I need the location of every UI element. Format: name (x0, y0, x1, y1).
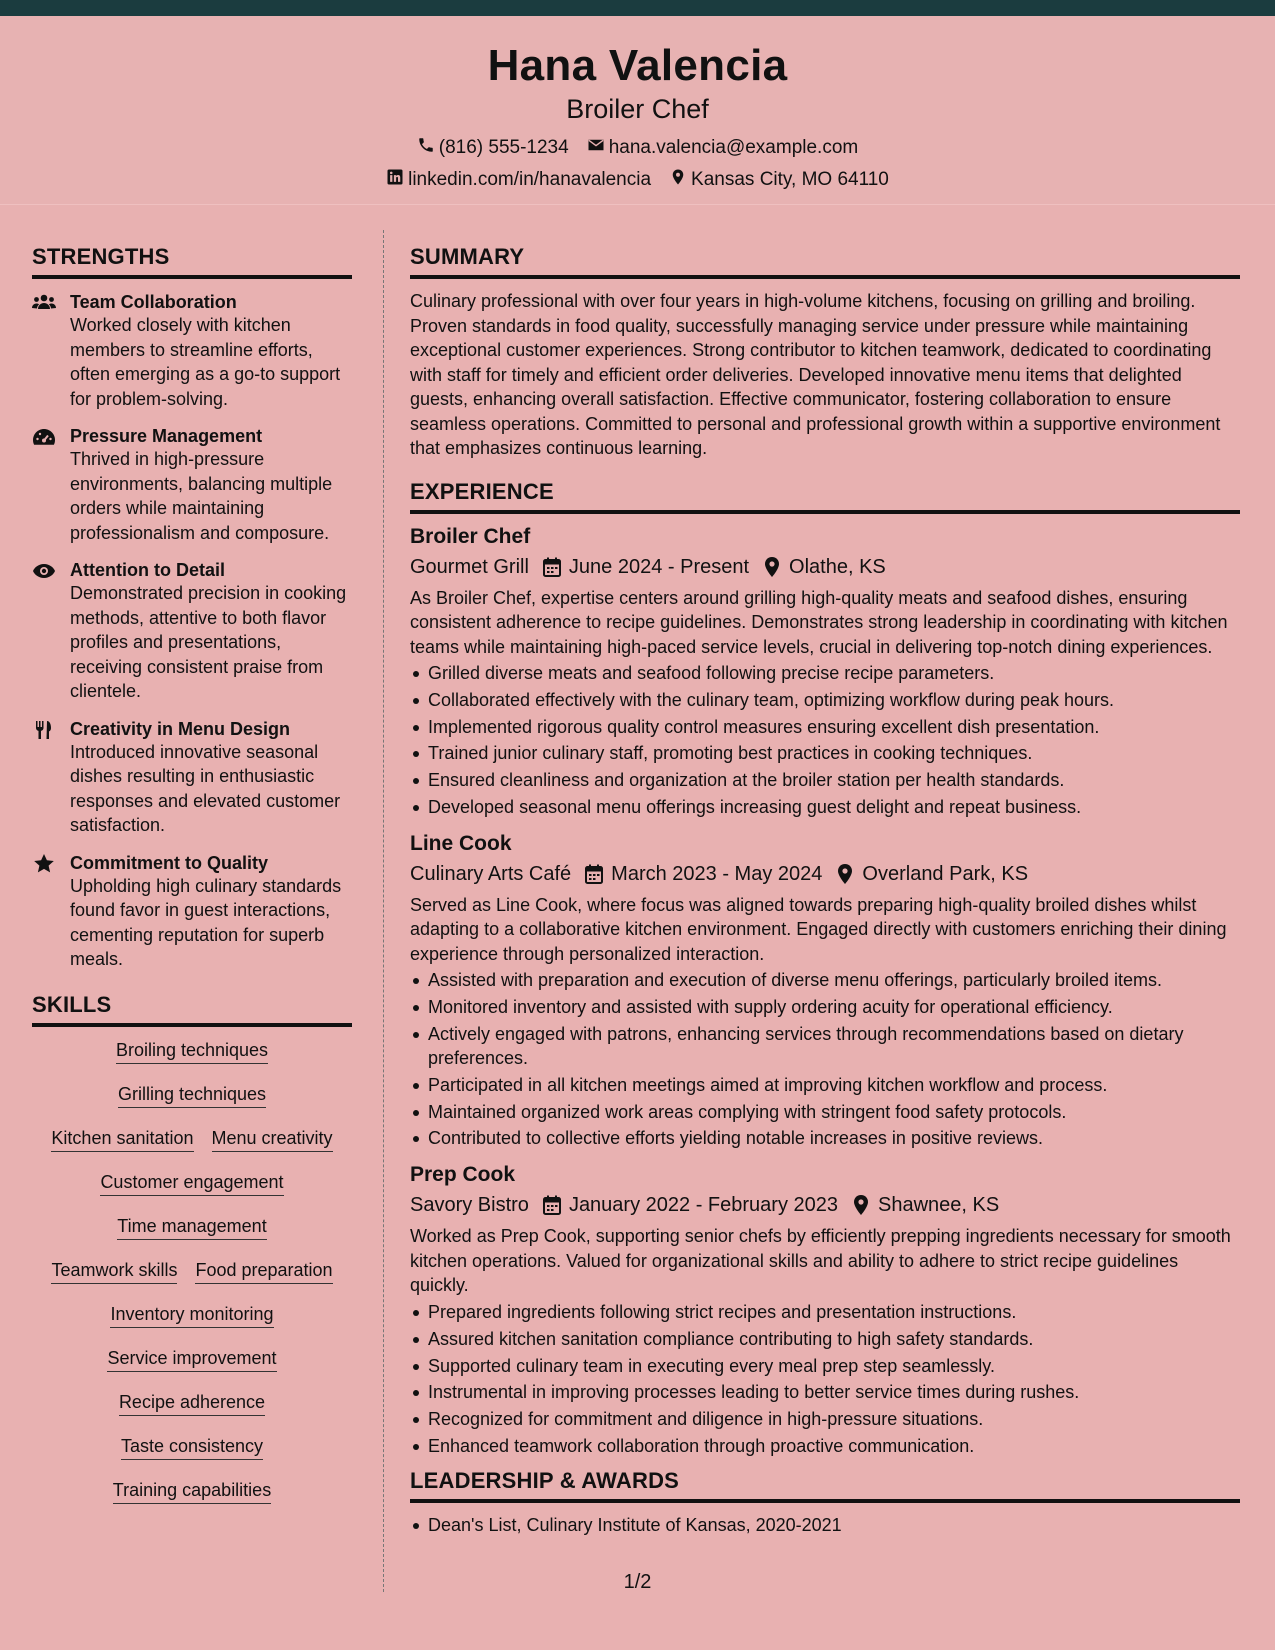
contact-row-2 (0, 168, 1275, 190)
contact-phone: (816) 555-1234 (417, 136, 569, 158)
strength-description: Worked closely with kitchen members to streamline efforts, often emerging as a go-to support for problem-solving. (70, 315, 341, 409)
strengths-heading: STRENGTHS (32, 246, 352, 279)
job-location: Shawnee, KS (878, 1194, 1000, 1217)
eye-icon (32, 561, 56, 581)
summary-heading: SUMMARY (410, 246, 1240, 279)
phone-icon (417, 136, 439, 158)
map-pin-icon (763, 557, 781, 577)
strength-item (32, 852, 352, 972)
skill-row (32, 1215, 352, 1240)
skill-tag: Kitchen sanitation (51, 1127, 193, 1152)
strength-title: Commitment to Quality (70, 852, 269, 873)
list-item: Ensured cleanliness and organization at the broiler station per health standards. (410, 768, 1240, 792)
job-company: Gourmet Grill (410, 555, 529, 578)
skill-tag: Broiling techniques (116, 1039, 268, 1064)
skill-row (32, 1127, 352, 1152)
summary-text: Culinary professional with over four years in high-volume kitchens, focusing on grilling and broiling. Proven standards in food quality, successfully managing service under pressure while maintaining exceptional customer experiences. Strong contributor to kitchen teamwork, dedicated to coordinating with staff for timely and efficient order deliveries. Developed innovative menu items that delighted guests, enhancing overall satisfaction. Effective communicator, fostering collaboration to ensure seamless operations. Committed to personal and professional growth within a supportive environment that emphasizes continuous learning. (410, 291, 1221, 458)
job-location: Overland Park, KS (862, 862, 1029, 885)
skill-row (32, 1039, 352, 1064)
strength-title: Creativity in Menu Design (70, 718, 291, 739)
job-entry (410, 831, 1240, 1150)
strength-description: Thrived in high-pressure environments, balancing multiple orders while maintaining professionalism and composure. (70, 449, 333, 543)
column-divider (383, 230, 384, 1592)
skill-row (32, 1391, 352, 1416)
list-item: Assisted with preparation and execution of diverse menu offerings, particularly broiled items. (410, 968, 1240, 992)
job-description: As Broiler Chef, expertise centers around grilling high-quality meats and seafood dishes, ensuring consistent adherence to recipe guidelines. Demonstrates strong leadership in coordinating with kitchen teams while maintaining high-paced service levels, crucial in delivering top-notch dining experiences. (410, 587, 1228, 657)
job-title: Line Cook (410, 831, 512, 855)
list-item: Actively engaged with patrons, enhancing services through recommendations based on dietary preferences. (410, 1022, 1240, 1070)
experience-heading: EXPERIENCE (410, 481, 1240, 514)
resume-header (0, 16, 1275, 205)
skill-tag: Taste consistency (121, 1435, 263, 1460)
job-bullets (410, 968, 1240, 1150)
contact-linkedin[interactable]: linkedin.com/in/hanavalencia (386, 168, 651, 190)
page-number: 1/2 (623, 1571, 652, 1593)
skill-tag: Food preparation (195, 1259, 332, 1284)
skill-tag: Grilling techniques (118, 1083, 266, 1108)
candidate-title: Broiler Chef (566, 94, 709, 124)
strength-description: Upholding high culinary standards found favor in guest interactions, cementing reputation for superb meals. (70, 875, 342, 969)
skill-tag: Service improvement (107, 1347, 276, 1372)
skill-row (32, 1303, 352, 1328)
skill-row (32, 1347, 352, 1372)
skill-row (32, 1171, 352, 1196)
list-item: Grilled diverse meats and seafood following precise recipe parameters. (410, 661, 1240, 685)
job-meta (410, 1192, 1240, 1218)
calendar-icon (585, 864, 603, 884)
awards-list (410, 1513, 1240, 1537)
job-meta (410, 554, 1240, 580)
list-item: Participated in all kitchen meetings aimed at improving kitchen workflow and process. (410, 1073, 1240, 1097)
calendar-icon (543, 557, 561, 577)
strength-item (32, 718, 352, 838)
contact-row-1 (0, 136, 1275, 158)
job-dates: March 2023 - May 2024 (611, 862, 823, 885)
job-title: Prep Cook (410, 1163, 516, 1187)
gauge-icon (32, 427, 56, 447)
skill-tag: Inventory monitoring (110, 1303, 273, 1328)
list-item: Dean's List, Culinary Institute of Kansas, 2020-2021 (410, 1513, 1240, 1537)
map-pin-icon (836, 864, 854, 884)
list-item: Implemented rigorous quality control measures ensuring excellent dish presentation. (410, 715, 1240, 739)
strength-title: Attention to Detail (70, 560, 225, 580)
skill-row (32, 1435, 352, 1460)
skill-row (32, 1479, 352, 1504)
skills-heading: SKILLS (32, 994, 352, 1027)
job-meta (410, 861, 1240, 887)
strength-item (32, 559, 352, 704)
list-item: Assured kitchen sanitation compliance contributing to high safety standards. (410, 1327, 1240, 1351)
job-title: Broiler Chef (410, 524, 531, 548)
job-company: Culinary Arts Café (410, 862, 572, 885)
linkedin-icon (386, 168, 408, 190)
envelope-icon (587, 136, 609, 158)
left-column (32, 246, 352, 1523)
strength-item (32, 425, 352, 545)
skill-tag: Menu creativity (212, 1127, 333, 1152)
list-item: Recognized for commitment and diligence in high-pressure situations. (410, 1407, 1240, 1431)
strength-title: Team Collaboration (70, 292, 237, 312)
skill-tag: Recipe adherence (119, 1391, 265, 1416)
list-item: Supported culinary team in executing every meal prep step seamlessly. (410, 1354, 1240, 1378)
job-entry (410, 524, 1240, 819)
job-company: Savory Bistro (410, 1194, 529, 1217)
candidate-name: Hana Valencia (487, 41, 788, 90)
skills-list (32, 1039, 352, 1504)
list-item: Collaborated effectively with the culinary team, optimizing workflow during peak hours. (410, 688, 1240, 712)
users-icon (32, 293, 56, 313)
skill-tag: Teamwork skills (51, 1259, 177, 1284)
strength-description: Demonstrated precision in cooking methods, attentive to both flavor profiles and presentations, receiving consistent praise from clientele. (70, 583, 347, 701)
star-icon (32, 854, 56, 874)
strength-description: Introduced innovative seasonal dishes resulting in enthusiastic responses and elevated customer satisfaction. (70, 741, 341, 835)
list-item: Developed seasonal menu offerings increasing guest delight and repeat business. (410, 795, 1240, 819)
job-bullets (410, 1300, 1240, 1458)
contact-location: Kansas City, MO 64110 (669, 168, 889, 190)
contact-email[interactable]: hana.valencia@example.com (587, 136, 859, 158)
list-item: Trained junior culinary staff, promoting best practices in cooking techniques. (410, 741, 1240, 765)
skill-tag: Time management (117, 1215, 266, 1240)
job-bullets (410, 661, 1240, 819)
map-pin-icon (669, 168, 691, 190)
right-column (410, 246, 1240, 1540)
job-dates: January 2022 - February 2023 (568, 1194, 838, 1217)
strength-title: Pressure Management (70, 426, 263, 446)
awards-heading: LEADERSHIP & AWARDS (410, 1470, 1240, 1503)
list-item: Monitored inventory and assisted with supply ordering acuity for operational efficiency. (410, 995, 1240, 1019)
list-item: Contributed to collective efforts yielding notable increases in positive reviews. (410, 1126, 1240, 1150)
strength-item (32, 291, 352, 411)
skill-tag: Training capabilities (113, 1479, 271, 1504)
list-item: Maintained organized work areas complying with stringent food safety protocols. (410, 1100, 1240, 1124)
utensils-icon (32, 720, 56, 740)
top-accent-bar (0, 0, 1275, 16)
list-item: Prepared ingredients following strict recipes and presentation instructions. (410, 1300, 1240, 1324)
skill-tag: Customer engagement (100, 1171, 283, 1196)
job-description: Served as Line Cook, where focus was aligned towards preparing high-quality broiled dishes whilst adapting to a collaborative kitchen environment. Engaged directly with customers enriching their dining experience through personalized interaction. (410, 894, 1227, 964)
job-description: Worked as Prep Cook, supporting senior chefs by efficiently prepping ingredients necessary for smooth kitchen operations. Valued for organizational skills and ability to adhere to strict recipe guidelines quickly. (410, 1226, 1231, 1296)
job-entry (410, 1162, 1240, 1457)
calendar-icon (543, 1195, 561, 1215)
skill-row (32, 1259, 352, 1284)
list-item: Instrumental in improving processes leading to better service times during rushes. (410, 1380, 1240, 1404)
map-pin-icon (852, 1195, 870, 1215)
list-item: Enhanced teamwork collaboration through proactive communication. (410, 1434, 1240, 1458)
job-dates: June 2024 - Present (568, 555, 750, 578)
job-location: Olathe, KS (789, 555, 886, 578)
skill-row (32, 1083, 352, 1108)
